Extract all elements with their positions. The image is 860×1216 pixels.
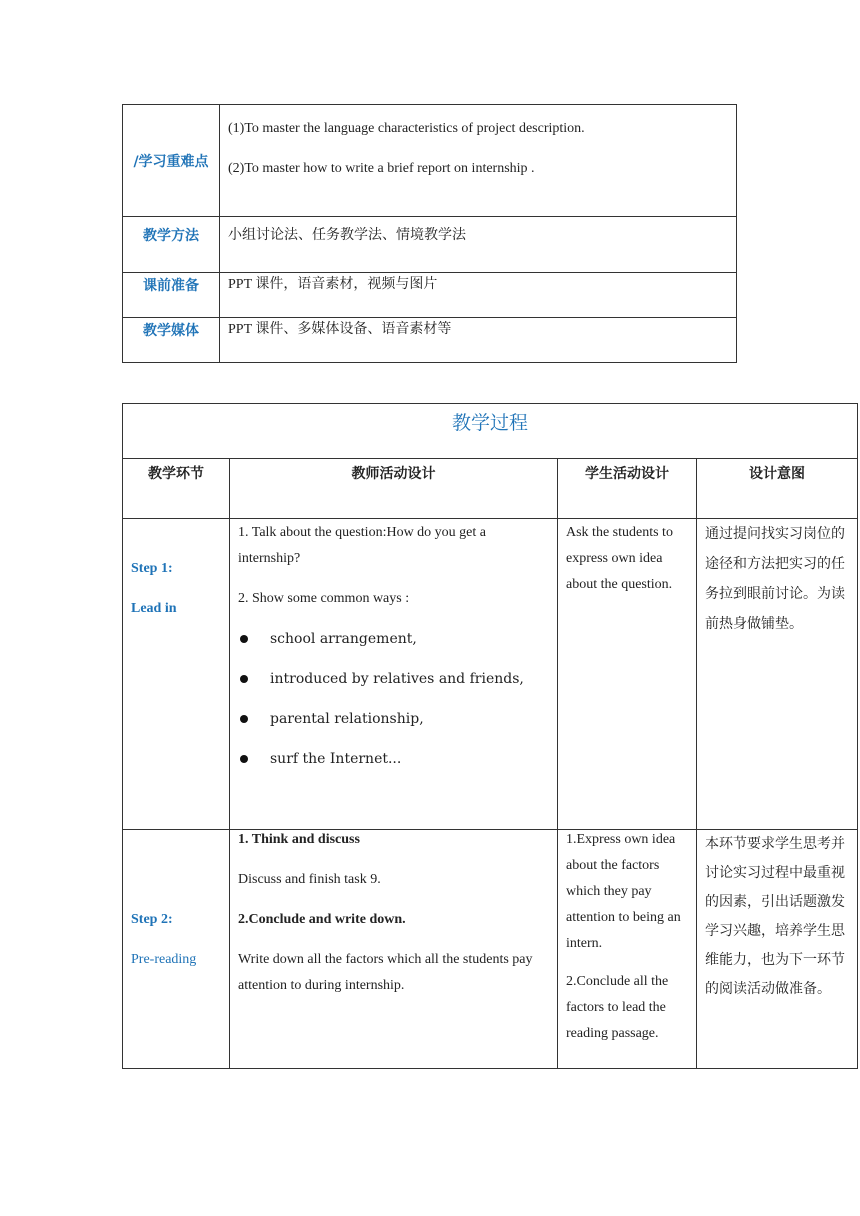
step-name: Lead in bbox=[131, 601, 177, 616]
teacher-heading-1: 1. Think and discuss bbox=[238, 832, 360, 847]
list-item bbox=[238, 739, 549, 779]
table-row bbox=[123, 105, 737, 217]
list-item bbox=[238, 659, 549, 699]
methods-cell: 小组讨论法、任务教学法、情境教学法 bbox=[220, 217, 737, 273]
bullet-text: school arrangement, bbox=[270, 631, 417, 647]
student-item-2: 2.Conclude all the factors to lead the reading passage. bbox=[566, 974, 669, 1041]
bullet-icon bbox=[240, 675, 248, 683]
key-point-2: (2)To master how to write a brief report on internship . bbox=[228, 161, 535, 176]
teacher-text-2: Write down all the factors which all the students pay attention to during internship. bbox=[238, 952, 533, 993]
stage-cell-step1 bbox=[123, 519, 230, 830]
media-cell: PPT 课件、多媒体设备、语音素材等 bbox=[220, 318, 737, 363]
table-row bbox=[123, 217, 737, 273]
student-item-1: 1.Express own idea about the factors which they pay attention to being an intern. bbox=[566, 832, 681, 951]
process-title: 教学过程 bbox=[123, 404, 858, 459]
key-points-cell bbox=[220, 105, 737, 217]
teacher-heading-2: 2.Conclude and write down. bbox=[238, 912, 406, 927]
design-intent-step1: 通过提问找实习岗位的途径和方法把实习的任务拉到眼前讨论。为读前热身做铺垫。 bbox=[697, 519, 858, 830]
row-label-preparation: 课前准备 bbox=[123, 273, 220, 318]
table-row bbox=[123, 830, 858, 1069]
bullet-icon bbox=[240, 635, 248, 643]
row-label-key-points: /学习重难点 bbox=[123, 105, 220, 217]
teacher-item-2: 2. Show some common ways : bbox=[238, 591, 410, 606]
teacher-text-1: Discuss and finish task 9. bbox=[238, 872, 381, 887]
header-teacher-activity: 教师活动设计 bbox=[230, 459, 558, 519]
preparation-cell: PPT 课件，语音素材，视频与图片 bbox=[220, 273, 737, 318]
bullet-text: surf the Internet... bbox=[270, 751, 402, 767]
table-header-row bbox=[123, 459, 858, 519]
step-name: Pre-reading bbox=[131, 952, 197, 967]
objectives-table bbox=[122, 104, 737, 363]
key-point-1: (1)To master the language characteristics of project description. bbox=[228, 121, 585, 136]
student-activity-step1: Ask the students to express own idea about the question. bbox=[558, 519, 697, 830]
design-intent-step2: 本环节要求学生思考并讨论实习过程中最重视的因素，引出话题激发学习兴趣，培养学生思维能力，也为下一环节的阅读活动做准备。 bbox=[697, 830, 858, 1069]
list-item bbox=[238, 619, 549, 659]
table-row bbox=[123, 273, 737, 318]
bullet-text: introduced by relatives and friends, bbox=[270, 671, 524, 687]
teacher-activity-step2 bbox=[230, 830, 558, 1069]
list-item bbox=[238, 699, 549, 739]
teacher-item-1: 1. Talk about the question:How do you get a internship? bbox=[238, 525, 487, 566]
table-row bbox=[123, 519, 858, 830]
table-row bbox=[123, 318, 737, 363]
student-activity-step2 bbox=[558, 830, 697, 1069]
row-label-media: 教学媒体 bbox=[123, 318, 220, 363]
bullet-text: parental relationship, bbox=[270, 711, 424, 727]
table-row bbox=[123, 404, 858, 459]
step-number: Step 1: bbox=[131, 561, 173, 576]
bullet-icon bbox=[240, 755, 248, 763]
step-number: Step 2: bbox=[131, 912, 173, 927]
header-design-intent: 设计意图 bbox=[697, 459, 858, 519]
stage-cell-step2 bbox=[123, 830, 230, 1069]
header-student-activity: 学生活动设计 bbox=[558, 459, 697, 519]
bullet-icon bbox=[240, 715, 248, 723]
teacher-activity-step1 bbox=[230, 519, 558, 830]
teaching-process-table bbox=[122, 403, 858, 1069]
header-stage: 教学环节 bbox=[123, 459, 230, 519]
row-label-methods: 教学方法 bbox=[123, 217, 220, 273]
